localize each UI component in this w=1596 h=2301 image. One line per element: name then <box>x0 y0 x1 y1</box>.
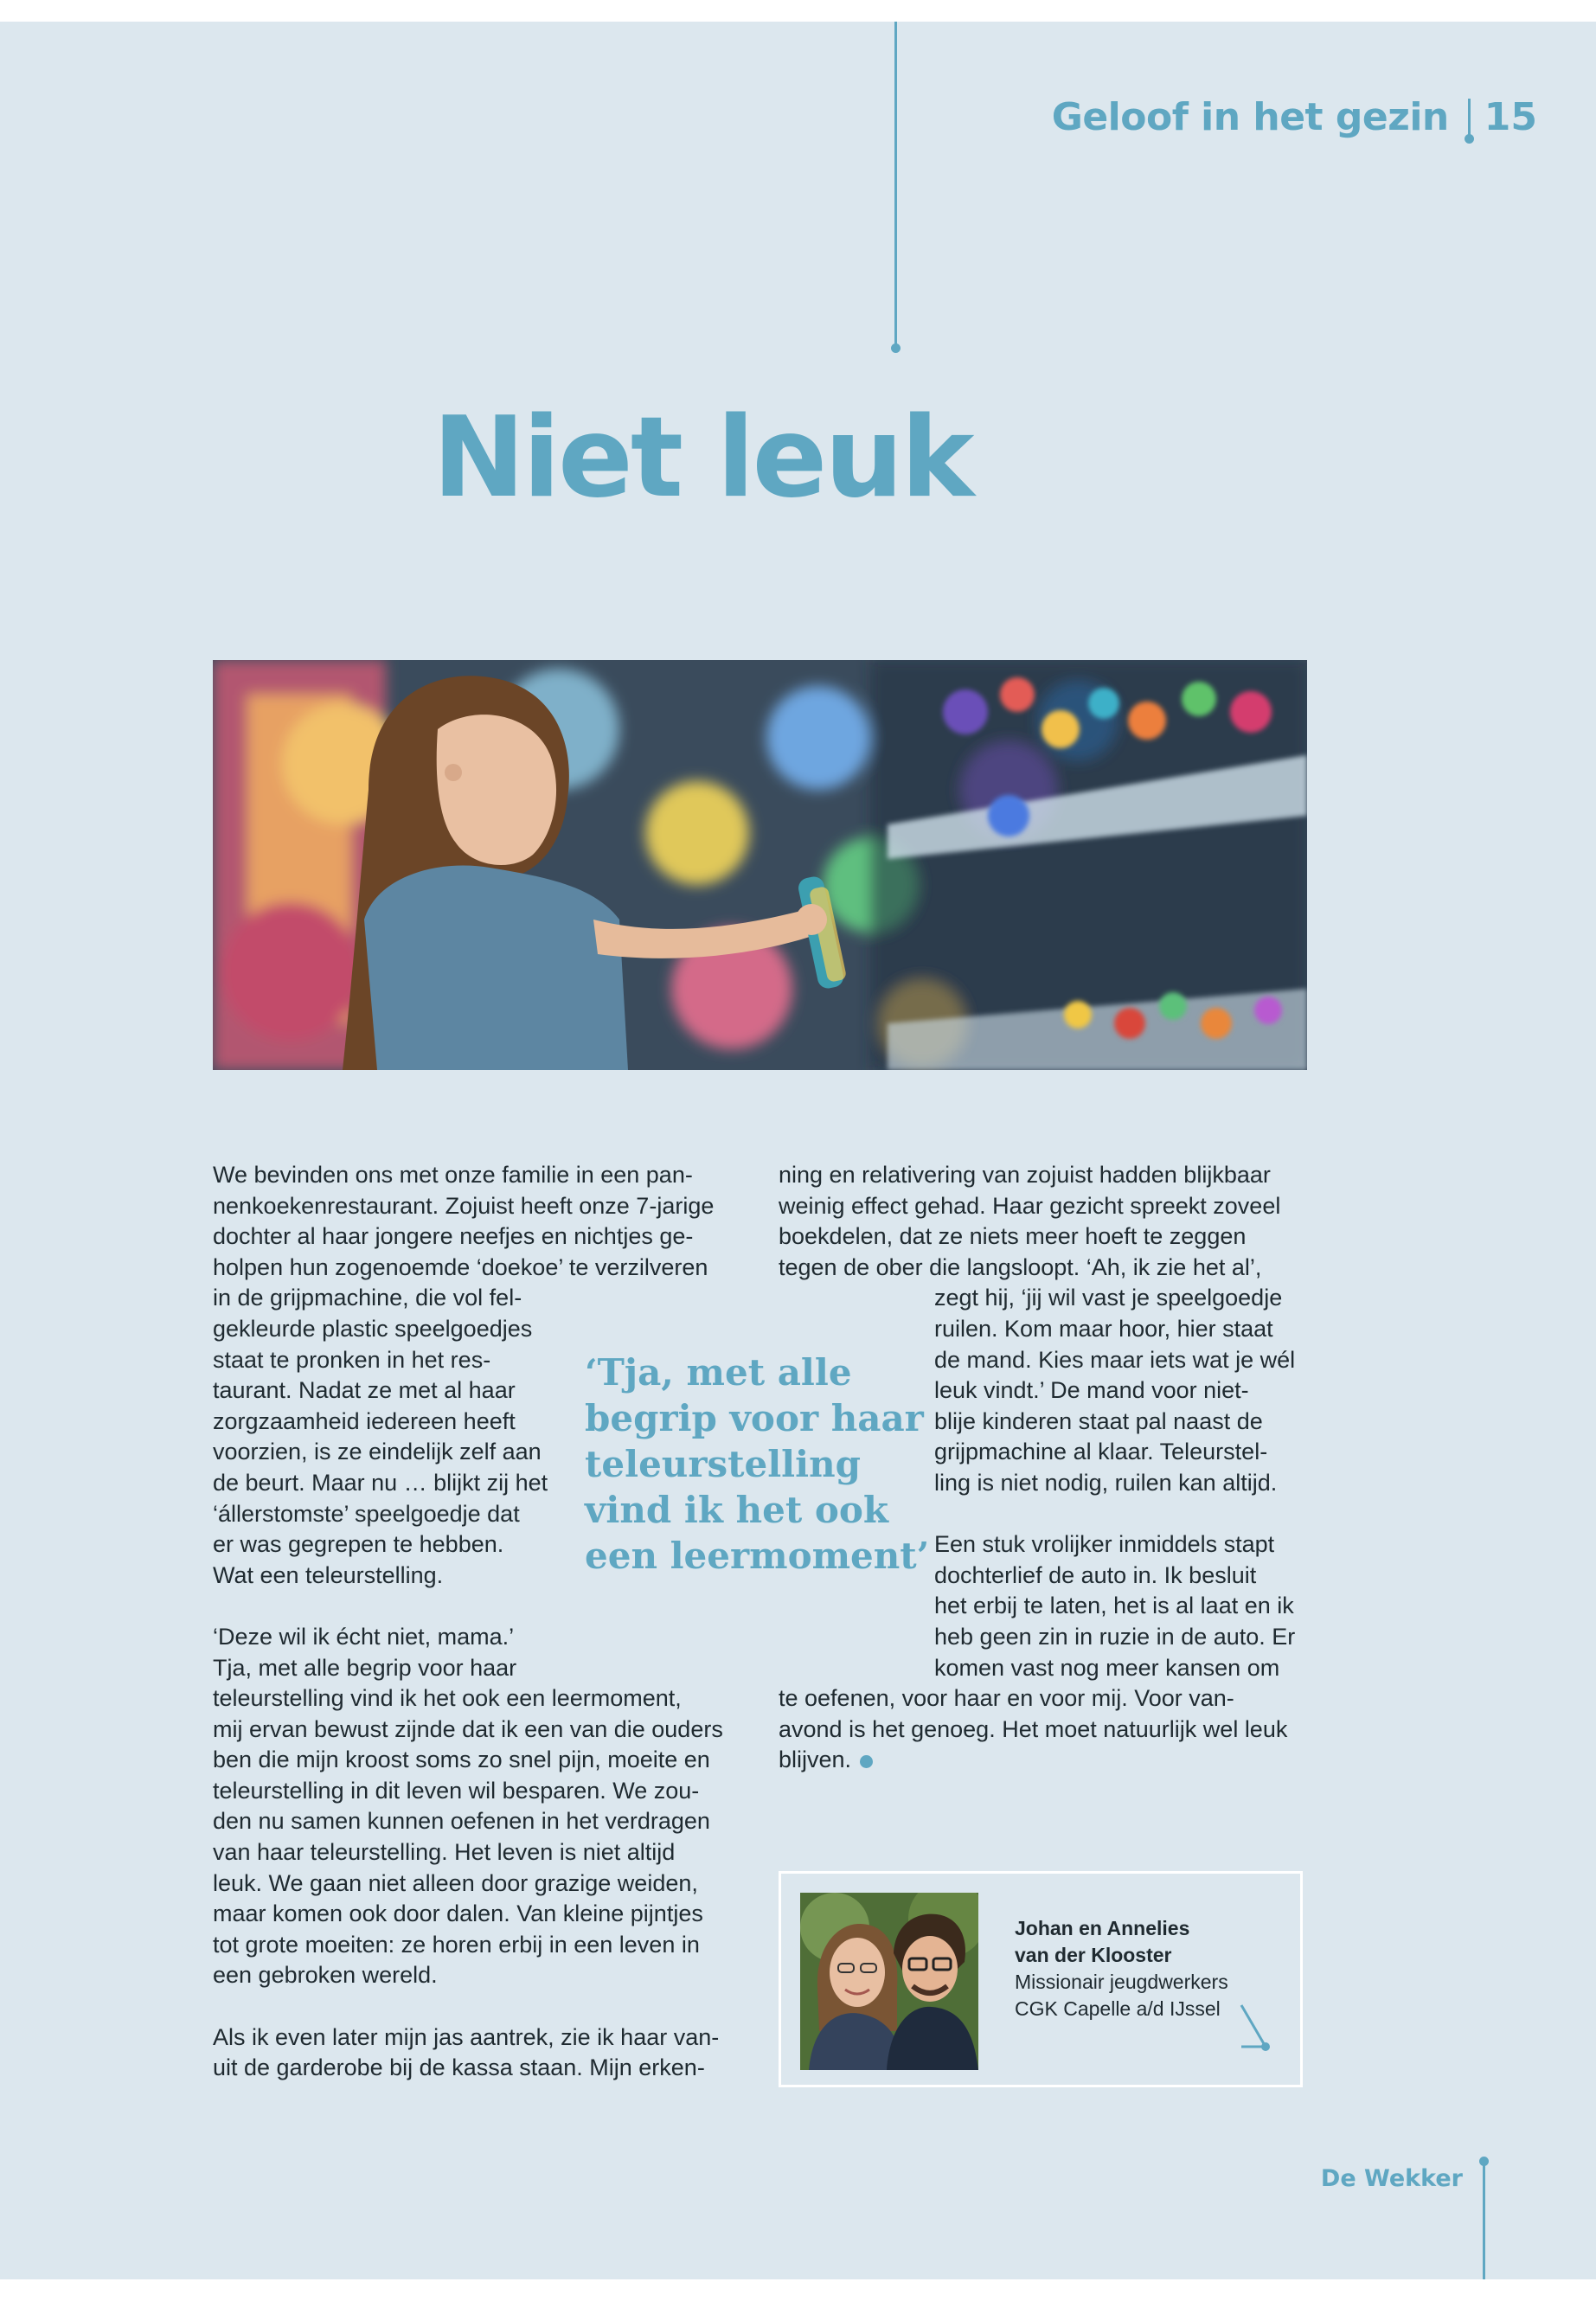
quote-line: teleurstelling <box>585 1443 861 1485</box>
magazine-page <box>0 22 1596 2279</box>
col2-paragraph-1 <box>779 1160 1315 1499</box>
text-line: maar komen ook door dalen. Van kleine pijntjes <box>213 1900 703 1927</box>
text-line: Een stuk vrolijker inmiddels stapt <box>934 1531 1275 1558</box>
footer-line <box>1483 2160 1485 2279</box>
text-line-last <box>779 1745 1315 1776</box>
text-line: dochter al haar jongere neefjes en nichtjes ge- <box>213 1223 694 1250</box>
page-header <box>1052 95 1537 139</box>
text-line: komen vast nog meer kansen om <box>934 1654 1280 1681</box>
author-photo <box>800 1893 978 2070</box>
text-line: ling is niet nodig, ruilen kan altijd. <box>934 1469 1278 1496</box>
decorative-corner-mark <box>1240 2003 1292 2064</box>
article-column-1 <box>213 1160 749 2084</box>
text-line: weinig effect gehad. Haar gezicht spreekt zoveel <box>779 1192 1281 1219</box>
header-separator <box>1468 99 1471 137</box>
page-number: 15 <box>1484 95 1537 139</box>
text-line: tegen de ober die langsloopt. ‘Ah, ik zie het al’, <box>779 1253 1262 1280</box>
text-line: teleurstelling vind ik het ook een leermoment, <box>213 1685 682 1712</box>
text-line: nenkoekenrestaurant. Zojuist heeft onze 7-jarige <box>213 1192 715 1219</box>
text-line: Als ik even later mijn jas aantrek, zie ik haar van- <box>213 2023 720 2050</box>
text-line: heb geen zin in ruzie in de auto. Er <box>934 1623 1296 1650</box>
text-line: dochterlief de auto in. Ik besluit <box>934 1561 1257 1588</box>
text-line-ending: blijven. <box>779 1747 852 1773</box>
end-of-article-dot <box>860 1755 873 1768</box>
text-line: staat te pronken in het res- <box>213 1346 491 1373</box>
text-line: een gebroken wereld. <box>213 1962 438 1989</box>
text-line: ruilen. Kom maar hoor, hier staat <box>934 1315 1273 1342</box>
text-line: uit de garderobe bij de kassa staan. Mijn erken- <box>213 2054 705 2081</box>
text-line: ‘Deze wil ik écht niet, mama.’ <box>213 1623 515 1650</box>
text-line: de mand. Kies maar iets wat je wél <box>934 1346 1296 1373</box>
author-name-line-2: van der Klooster <box>1015 1944 1172 1966</box>
article-column-2 <box>779 1160 1315 1776</box>
girl-toy-shelf-illustration <box>213 660 1307 1070</box>
text-line: ‘állerstomste’ speelgoedje dat <box>213 1500 520 1527</box>
magazine-footer: De Wekker <box>1320 2165 1463 2192</box>
author-name-line-1: Johan en Annelies <box>1015 1917 1190 1939</box>
quote-line: begrip voor haar <box>585 1397 924 1439</box>
text-line: ben die mijn kroost soms zo snel pijn, moeite en <box>213 1747 710 1773</box>
text-line: teleurstelling in dit leven wil besparen. We zou- <box>213 1777 700 1804</box>
text-line: gekleurde plastic speelgoedjes <box>213 1315 533 1342</box>
decorative-top-dot <box>891 343 901 353</box>
quote-line: een leermoment’ <box>585 1535 930 1577</box>
text-line: den nu samen kunnen oefenen in het verdragen <box>213 1808 710 1835</box>
section-title: Geloof in het gezin <box>1051 95 1449 139</box>
text-line: holpen hun zogenoemde ‘doekoe’ te verzilveren <box>213 1253 708 1280</box>
text-line: leuk vindt.’ De mand voor niet- <box>934 1377 1249 1404</box>
text-line: er was gegrepen te hebben. <box>213 1531 504 1558</box>
text-line: avond is het genoeg. Het moet natuurlijk wel leuk <box>779 1715 1288 1742</box>
author-box <box>779 1871 1303 2087</box>
text-line: We bevinden ons met onze familie in een pan- <box>213 1162 693 1188</box>
quote-line: vind ik het ook <box>585 1489 888 1531</box>
col2-p1-narrow <box>934 1283 1315 1498</box>
text-line: ning en relativering van zojuist hadden blijkbaar <box>779 1162 1271 1188</box>
text-line: mij ervan bewust zijnde dat ik een van die ouders <box>213 1715 723 1742</box>
text-line: van haar teleurstelling. Het leven is niet altijd <box>213 1839 676 1866</box>
text-line: Wat een teleurstelling. <box>213 1561 444 1588</box>
text-line: te oefenen, voor haar en voor mij. Voor van- <box>779 1685 1234 1712</box>
author-info <box>1015 1915 1228 2022</box>
author-role: Missionair jeugdwerkers <box>1015 1971 1228 1993</box>
text-line: grijpmachine al klaar. Teleurstel- <box>934 1439 1268 1465</box>
col1-p1-full-width <box>213 1160 749 1283</box>
text-line: zegt hij, ‘jij wil vast je speelgoedje <box>934 1285 1283 1311</box>
text-line: Tja, met alle begrip voor haar <box>213 1654 517 1681</box>
text-line: in de grijpmachine, die vol fel- <box>213 1285 522 1311</box>
quote-line: ‘Tja, met alle <box>585 1351 852 1394</box>
author-church: CGK Capelle a/d IJssel <box>1015 1997 1221 2020</box>
col1-paragraph-2 <box>213 1622 749 1991</box>
text-line: blije kinderen staat pal naast de <box>934 1407 1263 1434</box>
text-line: taurant. Nadat ze met al haar <box>213 1377 516 1404</box>
col2-paragraph-2 <box>779 1529 1315 1776</box>
text-line: voorzien, is ze eindelijk zelf aan <box>213 1439 542 1465</box>
decorative-top-line <box>894 22 897 349</box>
text-line: boekdelen, dat ze niets meer hoeft te zeggen <box>779 1223 1247 1250</box>
text-line: de beurt. Maar nu … blijkt zij het <box>213 1469 548 1496</box>
text-line: leuk. We gaan niet alleen door grazige weiden, <box>213 1869 698 1896</box>
author-portrait-illustration <box>800 1893 978 2070</box>
col2-p2-narrow <box>934 1529 1315 1683</box>
text-line: het erbij te laten, het is al laat en ik <box>934 1593 1294 1619</box>
col1-paragraph-3 <box>213 2022 749 2084</box>
article-photo <box>213 660 1307 1070</box>
text-line: zorgzaamheid iedereen heeft <box>213 1407 516 1434</box>
article-title: Niet leuk <box>433 394 972 522</box>
text-line: tot grote moeiten: ze horen erbij in een leven in <box>213 1931 700 1958</box>
